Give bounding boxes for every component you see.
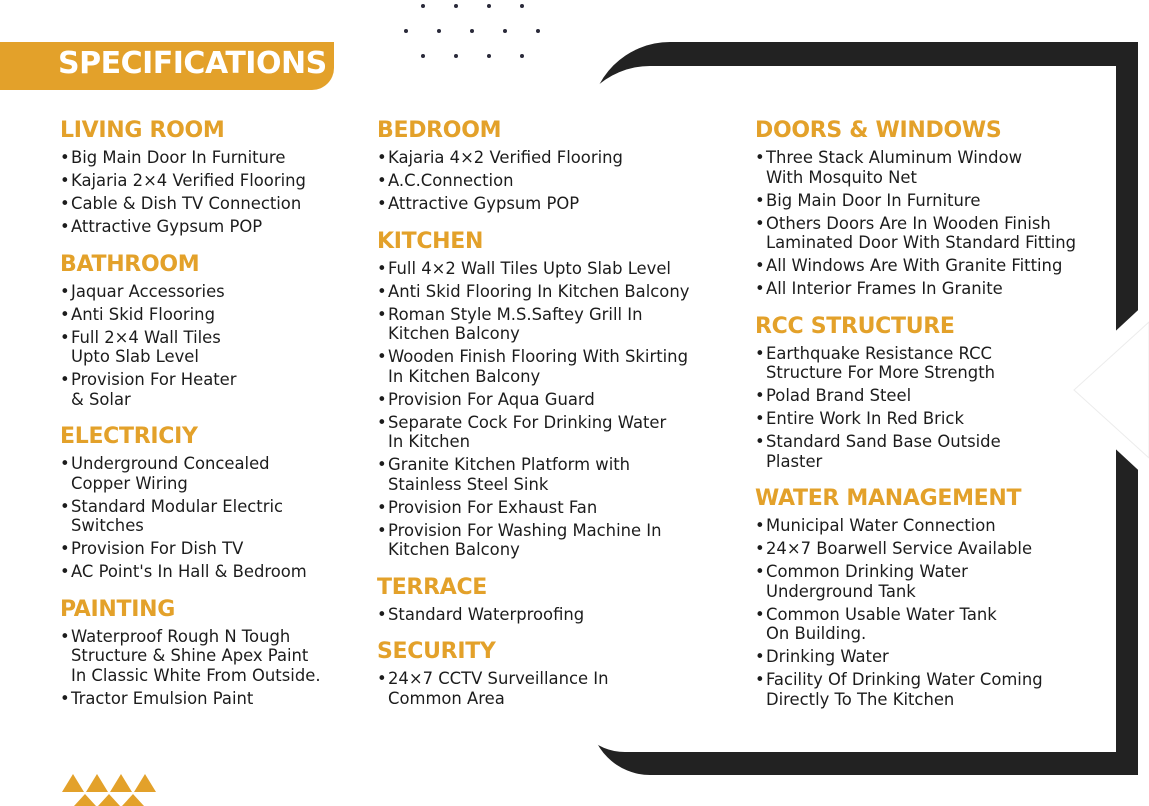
specs-column-right	[755, 117, 1110, 723]
section-water-management	[755, 485, 1110, 709]
list-item: • Anti Skid Flooring In Kitchen Balcony	[377, 282, 737, 302]
section-title: BATHROOM	[60, 251, 200, 277]
list-item: • Kajaria 2×4 Verified Flooring	[60, 171, 360, 191]
list-item: • Others Doors Are In Wooden Finish Laminated Door With Standard Fitting	[755, 214, 1110, 253]
spec-list	[377, 669, 737, 708]
section-security	[377, 638, 737, 708]
section-title: RCC STRUCTURE	[755, 313, 955, 339]
section-title: BEDROOM	[377, 118, 502, 143]
list-item: • Wooden Finish Flooring With Skirting In Kitchen Balcony	[377, 347, 737, 386]
dot-grid-decoration	[398, 0, 548, 64]
spec-list	[377, 148, 737, 214]
list-item: • Kajaria 4×2 Verified Flooring	[377, 148, 737, 168]
specs-column-left	[60, 117, 360, 722]
list-item: • Granite Kitchen Platform with Stainless Steel Sink	[377, 455, 737, 494]
section-title: KITCHEN	[377, 228, 484, 254]
section-terrace	[377, 574, 737, 625]
list-item: • Drinking Water	[755, 647, 1110, 667]
list-item: • Provision For Washing Machine In Kitchen Balcony	[377, 521, 737, 560]
section-painting	[60, 596, 360, 709]
list-item: • Provision For Dish TV	[60, 539, 360, 559]
list-item: • Provision For Exhaust Fan	[377, 498, 737, 518]
list-item: • Roman Style M.S.Saftey Grill In Kitchen Balcony	[377, 305, 737, 344]
spec-list	[60, 148, 360, 237]
section-title: WATER MANAGEMENT	[755, 486, 1022, 511]
list-item: • A.C.Connection	[377, 171, 737, 191]
page-title: SPECIFICATIONS	[58, 46, 327, 81]
list-item: • All Interior Frames In Granite	[755, 279, 1110, 299]
list-item: • Separate Cock For Drinking Water In Kitchen	[377, 413, 737, 452]
list-item: • Big Main Door In Furniture	[60, 148, 360, 168]
section-doors-windows	[755, 117, 1110, 299]
list-item: • 24×7 Boarwell Service Available	[755, 539, 1110, 559]
section-title: DOORS & WINDOWS	[755, 118, 1002, 143]
section-bedroom	[377, 117, 737, 214]
list-item: • Waterproof Rough N Tough Structure & Shine Apex Paint In Classic White From Outside.	[60, 627, 360, 686]
list-item: • Municipal Water Connection	[755, 516, 1110, 536]
spec-list	[60, 454, 360, 582]
specifications-banner	[0, 42, 334, 90]
list-item: • Big Main Door In Furniture	[755, 191, 1110, 211]
list-item: • Three Stack Aluminum Window With Mosquito Net	[755, 148, 1110, 187]
section-title: LIVING ROOM	[60, 118, 225, 143]
section-title: SECURITY	[377, 639, 496, 664]
list-item: • Provision For Aqua Guard	[377, 390, 737, 410]
spec-list	[755, 516, 1110, 709]
list-item: • Common Drinking Water Underground Tank	[755, 562, 1110, 601]
list-item: • Attractive Gypsum POP	[60, 217, 360, 237]
list-item: • Standard Sand Base Outside Plaster	[755, 432, 1110, 471]
spec-list	[377, 605, 737, 625]
list-item: • Jaquar Accessories	[60, 282, 360, 302]
list-item: • AC Point's In Hall & Bedroom	[60, 562, 360, 582]
list-item: • Standard Waterproofing	[377, 605, 737, 625]
section-title: ELECTRICIY	[60, 424, 198, 449]
section-title: TERRACE	[377, 574, 488, 600]
spec-list	[755, 148, 1110, 299]
list-item: • All Windows Are With Granite Fitting	[755, 256, 1110, 276]
list-item: • Anti Skid Flooring	[60, 305, 360, 325]
list-item: • Common Usable Water Tank On Building.	[755, 605, 1110, 644]
spec-list	[60, 282, 360, 410]
list-item: • 24×7 CCTV Surveillance In Common Area	[377, 669, 737, 708]
list-item: • Underground Concealed Copper Wiring	[60, 454, 360, 493]
section-title: PAINTING	[60, 596, 175, 622]
list-item: • Full 2×4 Wall Tiles Upto Slab Level	[60, 328, 360, 367]
list-item: • Polad Brand Steel	[755, 386, 1110, 406]
list-item: • Standard Modular Electric Switches	[60, 497, 360, 536]
specs-column-middle	[377, 117, 737, 722]
spec-list	[377, 259, 737, 560]
spec-list	[755, 344, 1110, 472]
section-rcc-structure	[755, 313, 1110, 472]
section-electricity	[60, 423, 360, 582]
list-item: • Cable & Dish TV Connection	[60, 194, 360, 214]
list-item: • Provision For Heater & Solar	[60, 370, 360, 409]
list-item: • Entire Work In Red Brick	[755, 409, 1110, 429]
list-item: • Facility Of Drinking Water Coming Directly To The Kitchen	[755, 670, 1110, 709]
triangle-pattern-decoration	[62, 770, 162, 806]
list-item: • Attractive Gypsum POP	[377, 194, 737, 214]
spec-list	[60, 627, 360, 709]
section-kitchen	[377, 228, 737, 560]
section-living-room	[60, 117, 360, 237]
section-bathroom	[60, 251, 360, 410]
list-item: • Earthquake Resistance RCC Structure For More Strength	[755, 344, 1110, 383]
list-item: • Full 4×2 Wall Tiles Upto Slab Level	[377, 259, 737, 279]
list-item: • Tractor Emulsion Paint	[60, 689, 360, 709]
